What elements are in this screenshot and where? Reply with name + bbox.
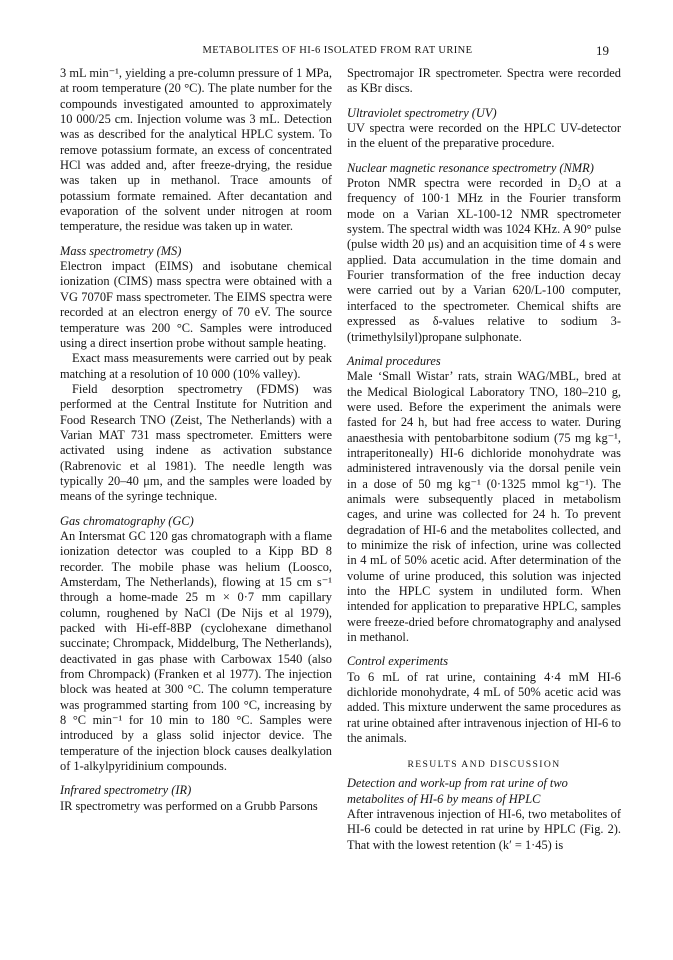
section-heading-nmr: Nuclear magnetic resonance spectrometry (NMR) [347, 160, 594, 175]
section-heading-animal-procedures: Animal procedures [347, 353, 441, 368]
section-heading-mass-spectrometry: Mass spectrometry (MS) [60, 243, 182, 258]
right-column [347, 66, 621, 853]
paragraph-ms-fdms: Field desorption spectrometry (FDMS) was performed at the Central Institute for Nutrition and Food Research TNO (Zeist, The Netherlands) with a Varian MAT 731 mass spectrometer. Emitters were activated using indene as activation substance (Rabrenovic et al 1981). The needle length was typically 20–40 μm, and the samples were loaded by means of the syringe technique. [60, 381, 332, 504]
paragraph-ms-eims-cims: Electron impact (EIMS) and isobutane chemical ionization (CIMS) mass spectra were obtained with a VG 7070F mass spectrometer. The EIMS spectra were recorded at an electron energy of 70 eV. The source temperature was 200 °C. Samples were introduced using a direct insertion probe without sample heating. [60, 259, 332, 350]
paragraph-nmr: Proton NMR spectra were recorded in D₂O at a frequency of 100·1 MHz in the Fourier transform mode on a Varian XL-100-12 NMR spectrometer system. The spectral width was 1024 KHz. A 90° pulse (pulse width 20 μs) and an acquisition time of 4 s were applied. Data accumulation in the time domain and Fourier transformation of the free induction decay were carried out by a Varian 620/L-100 computer, interfaced to the spectrometer. Chemical shifts are expressed as δ-values relative to sodium 3-(trimethylsilyl)propane sulphonate. [347, 176, 621, 344]
left-column [60, 66, 332, 814]
paragraph-results: After intravenous injection of HI-6, two metabolites of HI-6 could be detected in rat urine by HPLC (Fig. 2). That with the lowest retention (k′ = 1·45) is [347, 807, 621, 852]
paragraph-preparative-hplc-continued: 3 mL min⁻¹, yielding a pre-column pressure of 1 MPa, at room temperature (20 °C). The plate number for the compounds investigated amounted to approximately 10 000/25 cm. Injection volume was 3 mL. Detection was as described for the analytical HPLC system. To remove potassium formate, an excess of concentrated HCl was added and, after freeze-drying, the residue was taken up in methanol. Trace amounts of potassium formate remained. After decantation and evaporation of the solvent under nitrogen at room temperature, the residue was taken up in water. [60, 66, 332, 234]
section-heading-results-and-discussion: RESULTS AND DISCUSSION [407, 759, 561, 771]
paragraph-ir-continued: Spectromajor IR spectrometer. Spectra were recorded as KBr discs. [347, 66, 621, 96]
paragraph-control-experiments: To 6 mL of rat urine, containing 4·4 mM HI-6 dichloride monohydrate, 4 mL of 50% acetic acid was added. This mixture underwent the same procedures as rat urine obtained after intravenous injection of HI-6 to the animals. [347, 669, 621, 746]
subsection-heading-detection-work-up: Detection and work-up from rat urine of two metabolites of HI-6 by means of HPLC [347, 776, 568, 806]
section-heading-infrared-spectrometry: Infrared spectrometry (IR) [60, 783, 192, 798]
running-title: METABOLITES OF HI-6 ISOLATED FROM RAT URINE [202, 45, 473, 56]
paragraph-ms-exact-mass: Exact mass measurements were carried out by peak matching at a resolution of 10 000 (10% valley). [60, 351, 332, 381]
paragraph-uv: UV spectra were recorded on the HPLC UV-detector in the eluent of the preparative procedure. [347, 121, 621, 151]
paragraph-animal-procedures: Male ‘Small Wistar’ rats, strain WAG/MBL, bred at the Medical Biological Laboratory TNO, 180–210 g, were used. Before the experiment the animals were fasted for 24 h, but had free access to water. During anaesthesia with pentobarbitone sodium (75 mg kg⁻¹, intraperitoneally) HI-6 dichloride monohydrate was administered intravenously via the dorsal penile vein in a dose of 50 mg kg⁻¹ (0·1325 mmol kg⁻¹). The animals were subsequently placed in metabolism cages, and urine was collected for 24 h. To prevent degradation of HI-6 and the metabolites collected, and to minimize the risk of infection, urine was collected in 4 mL of 50% acetic acid. After determination of the volume of urine produced, this solution was injected into the HPLC system in undiluted form. When intended for application to preparative HPLC, samples were freeze-dried before chromatography and analysed in methanol. [347, 369, 621, 645]
section-heading-gas-chromatography: Gas chromatography (GC) [60, 513, 194, 528]
section-heading-control-experiments: Control experiments [347, 654, 449, 669]
running-head [60, 44, 615, 60]
paragraph-gc: An Intersmat GC 120 gas chromatograph with a flame ionization detector was coupled to a Kipp BD 8 recorder. The mobile phase was helium (Loosco, Amsterdam, The Netherlands), flowing at 15 cm s⁻¹ through a home-made 25 m × 0·7 mm capillary column, roughened by NaCl (De Nijs et al 1979), packed with Hi-eff-8BP (cyclohexane dimethanol succinate; Chrompack, Middelburg, The Netherlands), deactivated in gas phase with Carbowax 1540 (also from Chrompack) (Franken et al 1977). The injection block was heated at 300 °C. The column temperature was programmed starting from 100 °C, increasing by 8 °C min⁻¹ for 10 min to 180 °C. Samples were introduced by a glass solid injector device. The temperature of the injection block causes dealkylation of 1-alkylpyridinium compounds. [60, 528, 332, 774]
section-heading-ultraviolet-spectrometry: Ultraviolet spectrometry (UV) [347, 105, 497, 120]
page-number: 19 [596, 43, 609, 58]
paragraph-ir: IR spectrometry was performed on a Grubb Parsons [60, 798, 318, 813]
